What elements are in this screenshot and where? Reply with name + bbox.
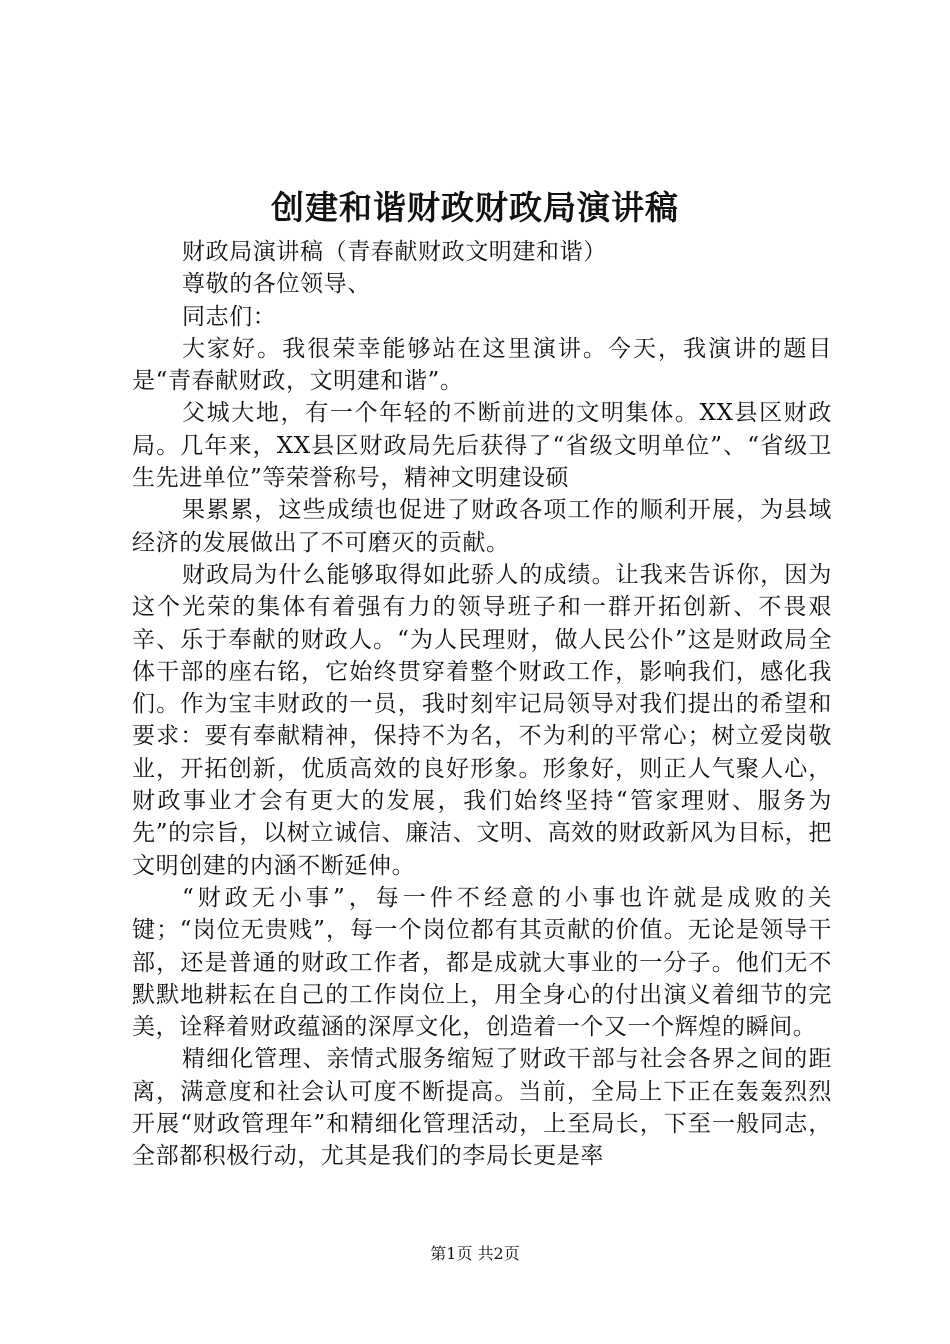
paragraph-achievements: 果累累，这些成绩也促进了财政各项工作的顺利开展，为县域经济的发展做出了不可磨灭的贡献。 [132, 497, 832, 556]
paragraph-reasons: 财政局为什么能够取得如此骄人的成绩。让我来告诉你，因为这个光荣的集体有着强有力的领导班子和一群开拓创新、不畏艰辛、乐于奉献的财政人。“为人民理财，做人民公仆”这是财政局全体干部的座右铭，它始终贯穿着整个财政工作，影响我们，感化我们。作为宝丰财政的一员，我时刻牢记局领导对我们提出的希望和要求：要有奉献精神，保持不为名，不为利的平常心；树立爱岗敬业，开拓创新，优质高效的良好形象。形象好，则正人气聚人心，财政事业才会有更大的发展，我们始终坚持“管家理财、服务为先”的宗旨，以树立诚信、廉洁、文明、高效的财政新风为目标，把文明创建的内涵不断延伸。 [132, 561, 832, 879]
document-body [132, 236, 832, 1173]
page-number-footer: 第1页 共2页 [430, 1244, 520, 1263]
paragraph-salutation: 尊敬的各位领导、 [182, 271, 371, 298]
paragraph-introduction: 父城大地，有一个年轻的不断前进的文明集体。XX县区财政局。几年来，XX县区财政局先后获得了“省级文明单位”、“省级卫生先进单位”等荣誉称号，精神文明建设硕 [132, 400, 832, 492]
paragraph-comrades: 同志们： [182, 303, 277, 330]
document-title: 创建和谐财政财政局演讲稿 [271, 188, 679, 227]
paragraph-heading-line: 财政局演讲稿（青春献财政文明建和谐） [182, 239, 607, 265]
paragraph-no-small-matters: “财政无小事”，每一件不经意的小事也许就是成败的关键；“岗位无贵贱”，每一个岗位都有其贡献的价值。无论是领导干部，还是普通的财政工作者，都是成就大事业的一分子。他们无不默默地耕耘在自己的工作岗位上，用全身心的付出演义着细节的完美，诠释着财政蕴涵的深厚文化，创造着一个又一个辉煌的瞬间。 [132, 884, 832, 1041]
paragraph-greeting: 大家好。我很荣幸能够站在这里演讲。今天，我演讲的题目是“青春献财政，文明建和谐”。 [132, 335, 832, 395]
paragraph-refined-management: 精细化管理、亲情式服务缩短了财政干部与社会各界之间的距离，满意度和社会认可度不断提高。当前，全局上下正在轰轰烈烈开展“财政管理年”和精细化管理活动，上至局长，下至一般同志，全部都积极行动，尤其是我们的李局长更是率 [132, 1046, 832, 1170]
